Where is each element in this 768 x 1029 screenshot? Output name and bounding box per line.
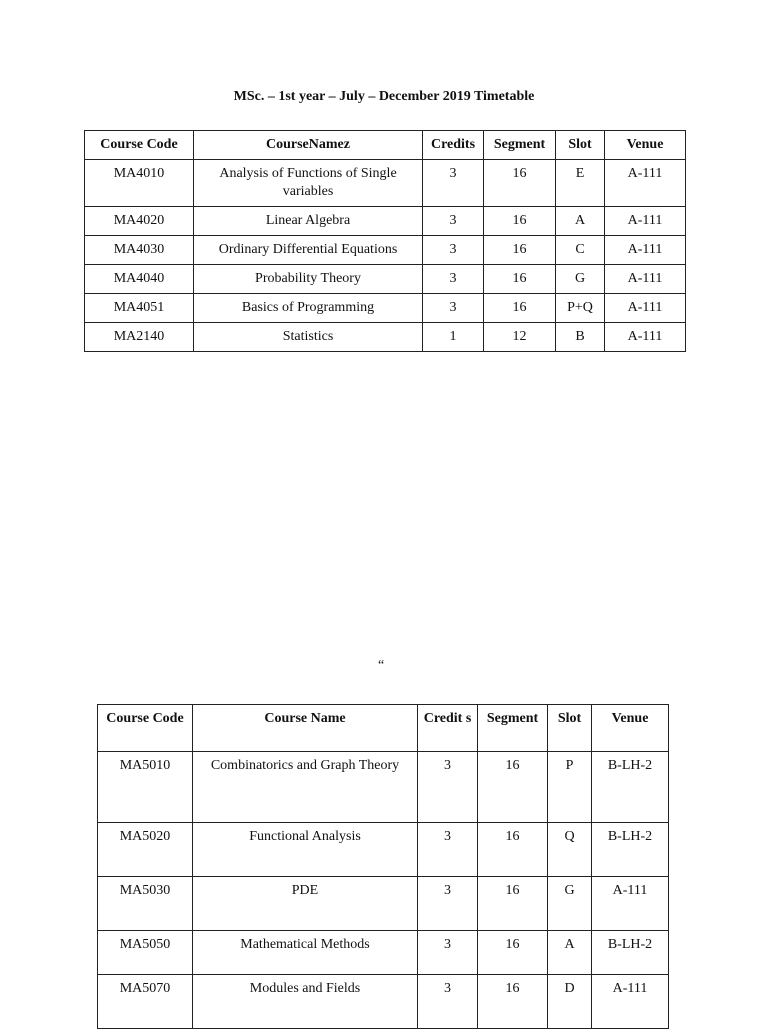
table-row bbox=[98, 877, 669, 931]
cell-segment: 16 bbox=[478, 823, 548, 877]
cell-course-name: Linear Algebra bbox=[194, 207, 423, 236]
table-row bbox=[85, 265, 686, 294]
cell-segment: 16 bbox=[478, 931, 548, 975]
cell-slot: C bbox=[556, 236, 605, 265]
cell-venue: A-111 bbox=[605, 207, 686, 236]
cell-segment: 16 bbox=[478, 877, 548, 931]
cell-course-code: MA4010 bbox=[85, 160, 194, 207]
cell-course-code: MA4051 bbox=[85, 294, 194, 323]
quote-mark: “ bbox=[378, 658, 385, 673]
cell-slot: E bbox=[556, 160, 605, 207]
table-row bbox=[85, 294, 686, 323]
table-row bbox=[85, 323, 686, 352]
cell-venue: A-111 bbox=[605, 294, 686, 323]
table-row bbox=[98, 823, 669, 877]
table-row bbox=[98, 931, 669, 975]
table-row bbox=[85, 236, 686, 265]
cell-course-name: Combinatorics and Graph Theory bbox=[193, 752, 418, 823]
cell-course-code: MA4020 bbox=[85, 207, 194, 236]
cell-slot: G bbox=[548, 877, 592, 931]
cell-venue: B-LH-2 bbox=[592, 931, 669, 975]
cell-credits: 3 bbox=[423, 294, 484, 323]
cell-credits: 3 bbox=[423, 160, 484, 207]
cell-venue: A-111 bbox=[592, 975, 669, 1029]
cell-slot: G bbox=[556, 265, 605, 294]
table-header-row bbox=[85, 131, 686, 160]
cell-credits: 1 bbox=[423, 323, 484, 352]
table-row bbox=[85, 207, 686, 236]
cell-segment: 16 bbox=[478, 975, 548, 1029]
timetable-first-year bbox=[84, 130, 686, 352]
cell-credits: 3 bbox=[418, 752, 478, 823]
cell-slot: P bbox=[548, 752, 592, 823]
header-course-code: Course Code bbox=[98, 705, 193, 752]
cell-segment: 16 bbox=[484, 265, 556, 294]
cell-credits: 3 bbox=[418, 823, 478, 877]
cell-segment: 16 bbox=[478, 752, 548, 823]
cell-slot: A bbox=[556, 207, 605, 236]
header-venue: Venue bbox=[605, 131, 686, 160]
cell-credits: 3 bbox=[418, 931, 478, 975]
cell-segment: 16 bbox=[484, 207, 556, 236]
cell-course-name: Analysis of Functions of Single variables bbox=[194, 160, 423, 207]
cell-slot: B bbox=[556, 323, 605, 352]
table-header-row bbox=[98, 705, 669, 752]
header-segment: Segment bbox=[484, 131, 556, 160]
cell-course-name: Basics of Programming bbox=[194, 294, 423, 323]
cell-course-code: MA5020 bbox=[98, 823, 193, 877]
cell-credits: 3 bbox=[418, 877, 478, 931]
cell-segment: 16 bbox=[484, 236, 556, 265]
cell-credits: 3 bbox=[423, 265, 484, 294]
cell-venue: A-111 bbox=[605, 160, 686, 207]
timetable-second-year bbox=[97, 704, 669, 1029]
cell-credits: 3 bbox=[418, 975, 478, 1029]
table-row bbox=[85, 160, 686, 207]
cell-course-code: MA5010 bbox=[98, 752, 193, 823]
cell-course-code: MA5050 bbox=[98, 931, 193, 975]
header-course-name: Course Name bbox=[193, 705, 418, 752]
cell-venue: B-LH-2 bbox=[592, 823, 669, 877]
cell-slot: A bbox=[548, 931, 592, 975]
cell-course-name: Modules and Fields bbox=[193, 975, 418, 1029]
header-course-name: CourseNamez bbox=[194, 131, 423, 160]
cell-venue: A-111 bbox=[605, 265, 686, 294]
cell-venue: A-111 bbox=[605, 236, 686, 265]
cell-slot: P+Q bbox=[556, 294, 605, 323]
cell-segment: 16 bbox=[484, 160, 556, 207]
cell-course-code: MA5030 bbox=[98, 877, 193, 931]
header-credits: Credit s bbox=[418, 705, 478, 752]
document-title: MSc. – 1st year – July – December 2019 Timetable bbox=[233, 89, 535, 104]
cell-segment: 16 bbox=[484, 294, 556, 323]
cell-slot: D bbox=[548, 975, 592, 1029]
cell-course-name: Statistics bbox=[194, 323, 423, 352]
cell-course-code: MA4030 bbox=[85, 236, 194, 265]
table-row bbox=[98, 752, 669, 823]
cell-venue: A-111 bbox=[605, 323, 686, 352]
cell-course-name: PDE bbox=[193, 877, 418, 931]
cell-course-name: Ordinary Differential Equations bbox=[194, 236, 423, 265]
cell-course-code: MA5070 bbox=[98, 975, 193, 1029]
cell-credits: 3 bbox=[423, 236, 484, 265]
cell-course-name: Probability Theory bbox=[194, 265, 423, 294]
cell-venue: B-LH-2 bbox=[592, 752, 669, 823]
header-course-code: Course Code bbox=[85, 131, 194, 160]
cell-segment: 12 bbox=[484, 323, 556, 352]
cell-credits: 3 bbox=[423, 207, 484, 236]
header-slot: Slot bbox=[548, 705, 592, 752]
cell-course-code: MA2140 bbox=[85, 323, 194, 352]
cell-slot: Q bbox=[548, 823, 592, 877]
cell-course-name: Functional Analysis bbox=[193, 823, 418, 877]
cell-course-name: Mathematical Methods bbox=[193, 931, 418, 975]
cell-course-code: MA4040 bbox=[85, 265, 194, 294]
header-credits: Credits bbox=[423, 131, 484, 160]
header-slot: Slot bbox=[556, 131, 605, 160]
table-row bbox=[98, 975, 669, 1029]
header-segment: Segment bbox=[478, 705, 548, 752]
header-venue: Venue bbox=[592, 705, 669, 752]
cell-venue: A-111 bbox=[592, 877, 669, 931]
